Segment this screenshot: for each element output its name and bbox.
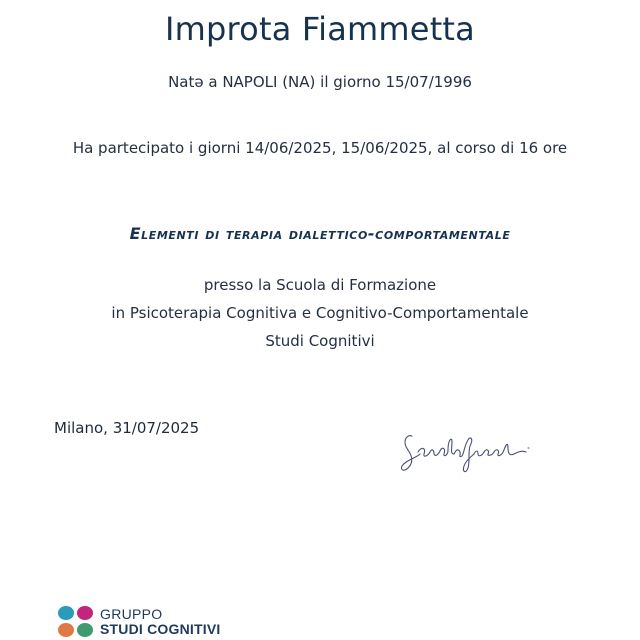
school-info (0, 271, 640, 355)
logo-dot-orange (58, 623, 74, 637)
studi-cognitivi-logo (58, 606, 220, 638)
logo-line-gruppo: GRUPPO (100, 606, 163, 622)
logo-text (100, 607, 220, 637)
place-and-date: Milano, 31/07/2025 (54, 419, 200, 437)
logo-dot-green (77, 623, 93, 637)
birth-info: Natə a NAPOLI (NA) il giorno 15/07/1996 (168, 73, 472, 91)
school-line-2: in Psicoterapia Cognitiva e Cognitivo-Comportamentale (111, 304, 529, 322)
logo-line-studi-cognitivi: STUDI COGNITIVI (100, 621, 221, 637)
logo-mark-icon (58, 606, 96, 638)
logo-dot-teal (58, 606, 74, 620)
school-line-3: Studi Cognitivi (265, 332, 375, 350)
school-line-1: presso la Scuola di Formazione (203, 276, 437, 294)
recipient-name: Improta Fiammetta (165, 10, 475, 48)
logo-dot-magenta (77, 606, 93, 620)
course-title: Elementi di terapia dialettico-comportamentale (129, 224, 511, 243)
signature-icon (398, 428, 538, 478)
participation-info: Ha partecipato i giorni 14/06/2025, 15/06/2025, al corso di 16 ore (72, 139, 568, 157)
